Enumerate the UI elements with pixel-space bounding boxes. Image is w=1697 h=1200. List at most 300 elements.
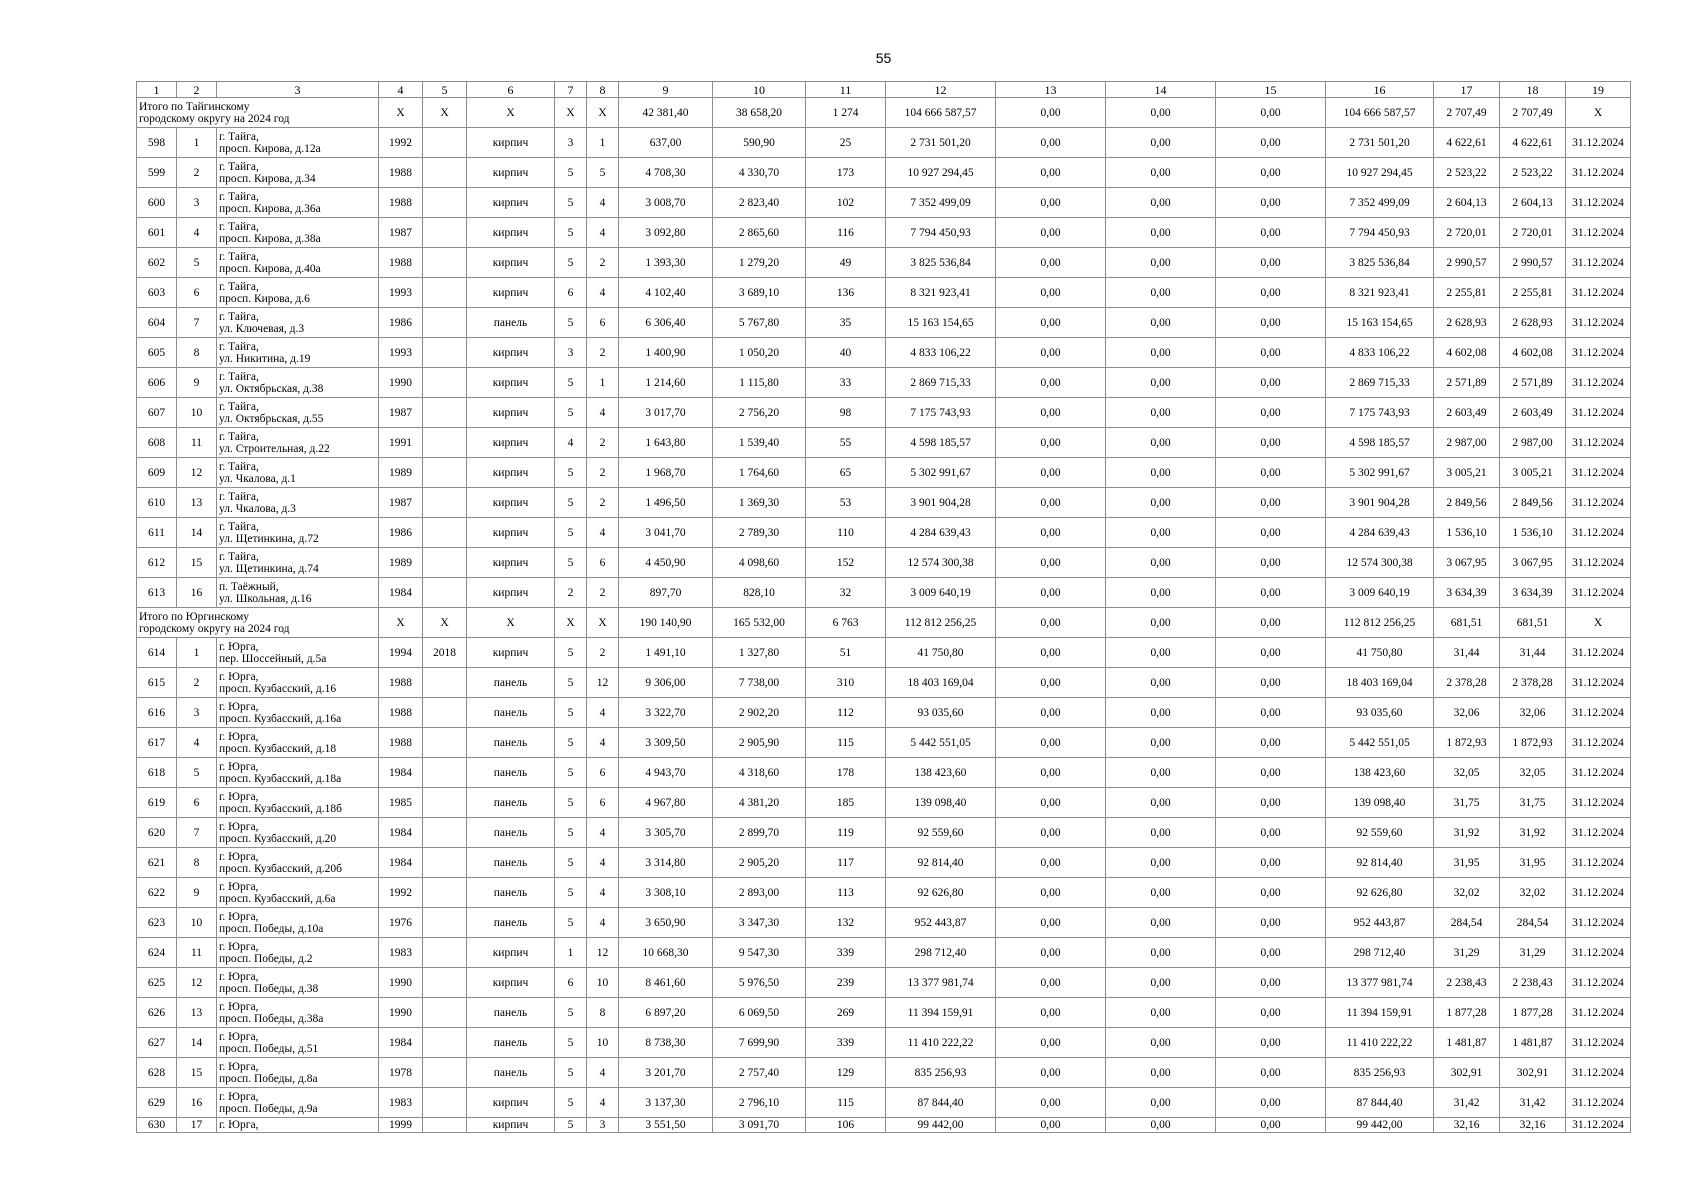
table-cell: 3 634,39 bbox=[1500, 578, 1566, 608]
table-cell: 2 bbox=[587, 428, 619, 458]
table-cell: 5 442 551,05 bbox=[886, 728, 996, 758]
table-cell: кирпич bbox=[467, 578, 555, 608]
table-cell: 5 bbox=[555, 758, 587, 788]
table-cell: 31.12.2024 bbox=[1566, 128, 1631, 158]
table-cell: 0,00 bbox=[1106, 728, 1216, 758]
table-cell: 25 bbox=[806, 128, 886, 158]
table-cell: 4 284 639,43 bbox=[1326, 518, 1434, 548]
table-cell: 31.12.2024 bbox=[1566, 788, 1631, 818]
table-cell: 5 bbox=[587, 158, 619, 188]
table-cell: 0,00 bbox=[996, 368, 1106, 398]
table-cell: 4 943,70 bbox=[619, 758, 713, 788]
table-cell: 10 668,30 bbox=[619, 938, 713, 968]
table-cell: 897,70 bbox=[619, 578, 713, 608]
table-cell: 0,00 bbox=[1106, 188, 1216, 218]
table-cell: 0,00 bbox=[1106, 638, 1216, 668]
address-line: г. Тайга, bbox=[219, 370, 259, 383]
table-cell: 5 bbox=[177, 248, 217, 278]
table-cell bbox=[423, 668, 467, 698]
table-cell: 628 bbox=[137, 1058, 177, 1088]
table-cell: 33 bbox=[806, 368, 886, 398]
table-cell: 5 bbox=[555, 1088, 587, 1118]
table-row bbox=[137, 338, 1631, 368]
table-cell: 952 443,87 bbox=[886, 908, 996, 938]
table-cell: 31.12.2024 bbox=[1566, 698, 1631, 728]
table-cell: 6 bbox=[555, 278, 587, 308]
address-line: г. Юрга, bbox=[219, 1030, 259, 1043]
address-cell bbox=[217, 1058, 379, 1088]
table-cell bbox=[423, 698, 467, 728]
table-cell: кирпич bbox=[467, 188, 555, 218]
address-line: г. Юрга, bbox=[219, 670, 259, 683]
table-cell: 5 442 551,05 bbox=[1326, 728, 1434, 758]
table-cell: 0,00 bbox=[1216, 278, 1326, 308]
page-number: 55 bbox=[875, 50, 892, 66]
table-cell: 7 794 450,93 bbox=[886, 218, 996, 248]
table-cell: 92 626,80 bbox=[886, 878, 996, 908]
table-cell bbox=[423, 218, 467, 248]
table-cell bbox=[423, 998, 467, 1028]
table-cell: 0,00 bbox=[996, 188, 1106, 218]
table-cell: 32 bbox=[806, 578, 886, 608]
table-cell: 0,00 bbox=[996, 1058, 1106, 1088]
table-cell bbox=[423, 368, 467, 398]
table-cell: 7 175 743,93 bbox=[886, 398, 996, 428]
table-cell: 0,00 bbox=[1106, 608, 1216, 638]
table-cell: 0,00 bbox=[1216, 398, 1326, 428]
address-cell bbox=[217, 518, 379, 548]
column-number: 11 bbox=[806, 82, 886, 98]
address-line: ул. Строительная, д.22 bbox=[219, 442, 330, 455]
table-cell: 1 214,60 bbox=[619, 368, 713, 398]
table-cell: 6 bbox=[587, 758, 619, 788]
table-cell: 15 163 154,65 bbox=[1326, 308, 1434, 338]
table-cell: 8 bbox=[177, 338, 217, 368]
address-line: г. Юрга, bbox=[219, 820, 259, 833]
address-cell bbox=[217, 488, 379, 518]
table-cell: 3 314,80 bbox=[619, 848, 713, 878]
address-line: г. Юрга, bbox=[219, 730, 259, 743]
table-cell: 1991 bbox=[379, 428, 423, 458]
table-cell: 92 559,60 bbox=[1326, 818, 1434, 848]
table-cell: 606 bbox=[137, 368, 177, 398]
table-cell: 99 442,00 bbox=[1326, 1118, 1434, 1133]
table-cell: 18 403 169,04 bbox=[886, 668, 996, 698]
table-cell: 13 377 981,74 bbox=[886, 968, 996, 998]
table-cell: 152 bbox=[806, 548, 886, 578]
table-cell bbox=[423, 398, 467, 428]
address-line: просп. Кирова, д.12а bbox=[219, 142, 321, 155]
table-cell: 1984 bbox=[379, 818, 423, 848]
address-cell bbox=[217, 458, 379, 488]
address-cell bbox=[217, 638, 379, 668]
table-cell: 1986 bbox=[379, 518, 423, 548]
table-cell: 31.12.2024 bbox=[1566, 728, 1631, 758]
table-cell: 4 bbox=[555, 428, 587, 458]
table-cell: 4 602,08 bbox=[1500, 338, 1566, 368]
table-cell: 32,05 bbox=[1434, 758, 1500, 788]
table-cell: 0,00 bbox=[1106, 878, 1216, 908]
table-cell: 2 bbox=[177, 668, 217, 698]
address-line: ул. Ключевая, д.3 bbox=[219, 322, 305, 335]
address-line: ул. Никитина, д.19 bbox=[219, 352, 311, 365]
table-cell: 601 bbox=[137, 218, 177, 248]
table-cell bbox=[423, 848, 467, 878]
table-cell: 0,00 bbox=[1216, 1088, 1326, 1118]
table-cell: 8 461,60 bbox=[619, 968, 713, 998]
table-cell: 132 bbox=[806, 908, 886, 938]
table-cell: 0,00 bbox=[1106, 1088, 1216, 1118]
table-cell: X bbox=[379, 98, 423, 128]
table-cell: 1999 bbox=[379, 1118, 423, 1133]
table-cell: 185 bbox=[806, 788, 886, 818]
table-row bbox=[137, 278, 1631, 308]
table-cell: 828,10 bbox=[713, 578, 806, 608]
table-cell: 4 098,60 bbox=[713, 548, 806, 578]
table-cell: 1 872,93 bbox=[1434, 728, 1500, 758]
table-cell: 0,00 bbox=[1216, 308, 1326, 338]
table-cell: 6 bbox=[587, 548, 619, 578]
table-cell: 302,91 bbox=[1500, 1058, 1566, 1088]
table-row bbox=[137, 368, 1631, 398]
table-cell: 12 574 300,38 bbox=[886, 548, 996, 578]
table-cell: 1985 bbox=[379, 788, 423, 818]
table-cell: 7 738,00 bbox=[713, 668, 806, 698]
table-cell: 1984 bbox=[379, 758, 423, 788]
table-cell: 5 bbox=[177, 758, 217, 788]
table-cell: 119 bbox=[806, 818, 886, 848]
address-cell bbox=[217, 1118, 379, 1133]
column-number: 2 bbox=[177, 82, 217, 98]
table-cell: 93 035,60 bbox=[886, 698, 996, 728]
address-line: г. Юрга, bbox=[219, 940, 259, 953]
table-cell: 3 bbox=[177, 698, 217, 728]
table-cell: 6 069,50 bbox=[713, 998, 806, 1028]
table-cell: 31.12.2024 bbox=[1566, 188, 1631, 218]
address-line: г. Тайга, bbox=[219, 160, 259, 173]
table-cell: 1990 bbox=[379, 968, 423, 998]
table-cell bbox=[423, 1058, 467, 1088]
table-cell: 625 bbox=[137, 968, 177, 998]
table-cell: 4 bbox=[587, 878, 619, 908]
table-cell: 608 bbox=[137, 428, 177, 458]
table-cell: 4 bbox=[587, 1058, 619, 1088]
address-line: г. Тайга, bbox=[219, 280, 259, 293]
table-cell: 0,00 bbox=[996, 758, 1106, 788]
table-cell: X bbox=[423, 98, 467, 128]
table-cell bbox=[423, 128, 467, 158]
table-cell: 0,00 bbox=[996, 518, 1106, 548]
table-cell: 3 092,80 bbox=[619, 218, 713, 248]
table-cell: 5 bbox=[555, 218, 587, 248]
address-cell bbox=[217, 338, 379, 368]
table-cell: 3 901 904,28 bbox=[1326, 488, 1434, 518]
table-cell: X bbox=[467, 608, 555, 638]
table-row bbox=[137, 458, 1631, 488]
table-cell: 0,00 bbox=[1216, 158, 1326, 188]
table-cell: 1990 bbox=[379, 368, 423, 398]
table-cell: 2 628,93 bbox=[1434, 308, 1500, 338]
table-cell: 0,00 bbox=[996, 908, 1106, 938]
table-cell: 2 bbox=[555, 578, 587, 608]
table-cell: 952 443,87 bbox=[1326, 908, 1434, 938]
table-cell: 42 381,40 bbox=[619, 98, 713, 128]
table-cell: 93 035,60 bbox=[1326, 698, 1434, 728]
table-cell: X bbox=[379, 608, 423, 638]
table-cell: 0,00 bbox=[996, 218, 1106, 248]
table-cell: 0,00 bbox=[1106, 98, 1216, 128]
address-line: просп. Кузбасский, д.20б bbox=[219, 862, 342, 875]
table-cell: 0,00 bbox=[1106, 218, 1216, 248]
table-cell: 11 bbox=[177, 428, 217, 458]
total-label-line: Итого по Юргинскому bbox=[139, 610, 250, 623]
address-line: г. Юрга, bbox=[219, 880, 259, 893]
table-cell: 31.12.2024 bbox=[1566, 278, 1631, 308]
table-cell: 87 844,40 bbox=[886, 1088, 996, 1118]
address-line: просп. Кузбасский, д.18 bbox=[219, 742, 337, 755]
table-cell: 31,44 bbox=[1500, 638, 1566, 668]
table-cell: 4 602,08 bbox=[1434, 338, 1500, 368]
table-row bbox=[137, 218, 1631, 248]
table-cell bbox=[423, 458, 467, 488]
address-cell bbox=[217, 998, 379, 1028]
table-cell: 31,95 bbox=[1500, 848, 1566, 878]
table-cell: 0,00 bbox=[1216, 1028, 1326, 1058]
address-line: ул. Щетинкина, д.74 bbox=[219, 562, 319, 575]
table-cell: 1 643,80 bbox=[619, 428, 713, 458]
table-cell: 2 238,43 bbox=[1500, 968, 1566, 998]
table-cell: 2 604,13 bbox=[1434, 188, 1500, 218]
table-row bbox=[137, 968, 1631, 998]
table-cell: 13 bbox=[177, 488, 217, 518]
table-cell: 5 bbox=[555, 248, 587, 278]
table-cell: 2 378,28 bbox=[1434, 668, 1500, 698]
address-cell bbox=[217, 878, 379, 908]
table-cell: 4 622,61 bbox=[1500, 128, 1566, 158]
table-cell: 53 bbox=[806, 488, 886, 518]
table-cell: 5 976,50 bbox=[713, 968, 806, 998]
table-cell: 1983 bbox=[379, 938, 423, 968]
table-cell: 5 bbox=[555, 518, 587, 548]
address-cell bbox=[217, 698, 379, 728]
table-cell: 605 bbox=[137, 338, 177, 368]
table-cell: кирпич bbox=[467, 398, 555, 428]
table-cell: 4 102,40 bbox=[619, 278, 713, 308]
table-cell: 5 bbox=[555, 788, 587, 818]
table-cell: 129 bbox=[806, 1058, 886, 1088]
table-cell: 0,00 bbox=[1106, 578, 1216, 608]
table-cell: 5 bbox=[555, 998, 587, 1028]
table-cell: 2 756,20 bbox=[713, 398, 806, 428]
column-number: 9 bbox=[619, 82, 713, 98]
table-cell: 4 bbox=[587, 728, 619, 758]
table-cell: 4 bbox=[587, 1088, 619, 1118]
table-cell: 1983 bbox=[379, 1088, 423, 1118]
table-cell: 835 256,93 bbox=[886, 1058, 996, 1088]
table-cell: 0,00 bbox=[1216, 188, 1326, 218]
address-cell bbox=[217, 728, 379, 758]
address-line: г. Тайга, bbox=[219, 250, 259, 263]
table-cell: 1 491,10 bbox=[619, 638, 713, 668]
table-cell: 5 bbox=[555, 818, 587, 848]
table-cell: 32,02 bbox=[1434, 878, 1500, 908]
table-cell: 4 bbox=[587, 818, 619, 848]
table-cell: 1 481,87 bbox=[1500, 1028, 1566, 1058]
table-cell bbox=[423, 1088, 467, 1118]
table-cell: 16 bbox=[177, 578, 217, 608]
table-cell: 1 274 bbox=[806, 98, 886, 128]
table-cell: 1 050,20 bbox=[713, 338, 806, 368]
table-cell: 4 330,70 bbox=[713, 158, 806, 188]
table-cell: 4 708,30 bbox=[619, 158, 713, 188]
address-cell bbox=[217, 1028, 379, 1058]
address-line: просп. Победы, д.51 bbox=[219, 1042, 319, 1055]
column-number: 5 bbox=[423, 82, 467, 98]
table-cell: 4 318,60 bbox=[713, 758, 806, 788]
address-cell bbox=[217, 248, 379, 278]
table-cell: 339 bbox=[806, 938, 886, 968]
table-row bbox=[137, 998, 1631, 1028]
table-cell: 0,00 bbox=[996, 278, 1106, 308]
table-cell bbox=[423, 968, 467, 998]
address-line: просп. Победы, д.8а bbox=[219, 1072, 318, 1085]
table-cell: панель bbox=[467, 998, 555, 1028]
table-cell: 1 496,50 bbox=[619, 488, 713, 518]
address-cell bbox=[217, 758, 379, 788]
table-row bbox=[137, 818, 1631, 848]
table-cell: 31.12.2024 bbox=[1566, 1028, 1631, 1058]
total-label-line: городскому округу на 2024 год bbox=[139, 622, 290, 635]
table-cell: 302,91 bbox=[1434, 1058, 1500, 1088]
column-number: 14 bbox=[1106, 82, 1216, 98]
table-cell: 3 067,95 bbox=[1434, 548, 1500, 578]
column-number: 12 bbox=[886, 82, 996, 98]
address-cell bbox=[217, 158, 379, 188]
table-cell: 614 bbox=[137, 638, 177, 668]
table-cell: 1990 bbox=[379, 998, 423, 1028]
table-cell: 0,00 bbox=[1106, 848, 1216, 878]
table-row bbox=[137, 548, 1631, 578]
address-cell bbox=[217, 368, 379, 398]
table-cell: 31.12.2024 bbox=[1566, 308, 1631, 338]
table-cell: 87 844,40 bbox=[1326, 1088, 1434, 1118]
address-cell bbox=[217, 308, 379, 338]
table-cell: 92 814,40 bbox=[1326, 848, 1434, 878]
table-cell: кирпич bbox=[467, 638, 555, 668]
table-row bbox=[137, 638, 1631, 668]
table-cell: 2 869 715,33 bbox=[1326, 368, 1434, 398]
address-cell bbox=[217, 818, 379, 848]
table-cell: 7 175 743,93 bbox=[1326, 398, 1434, 428]
table-cell: 38 658,20 bbox=[713, 98, 806, 128]
table-cell: 0,00 bbox=[1216, 668, 1326, 698]
table-cell: 1986 bbox=[379, 308, 423, 338]
table-cell: 104 666 587,57 bbox=[1326, 98, 1434, 128]
table-cell bbox=[423, 338, 467, 368]
address-line: просп. Победы, д.9а bbox=[219, 1102, 318, 1115]
table-cell: 1992 bbox=[379, 128, 423, 158]
table-cell: 31,92 bbox=[1434, 818, 1500, 848]
table-cell: 1 bbox=[177, 128, 217, 158]
table-cell: 1 764,60 bbox=[713, 458, 806, 488]
table-cell: 2 603,49 bbox=[1434, 398, 1500, 428]
table-cell: 0,00 bbox=[1216, 848, 1326, 878]
table-cell: 138 423,60 bbox=[886, 758, 996, 788]
table-cell: 31,95 bbox=[1434, 848, 1500, 878]
table-cell: 31.12.2024 bbox=[1566, 368, 1631, 398]
table-cell: 3 201,70 bbox=[619, 1058, 713, 1088]
table-cell: 1 bbox=[177, 638, 217, 668]
table-cell: 11 410 222,22 bbox=[1326, 1028, 1434, 1058]
table-cell: 1984 bbox=[379, 848, 423, 878]
table-cell: 92 559,60 bbox=[886, 818, 996, 848]
table-cell: 2 731 501,20 bbox=[1326, 128, 1434, 158]
table-cell: 0,00 bbox=[1216, 878, 1326, 908]
table-cell: 41 750,80 bbox=[886, 638, 996, 668]
table-cell: 110 bbox=[806, 518, 886, 548]
table-cell: 31.12.2024 bbox=[1566, 1058, 1631, 1088]
table-cell: 112 bbox=[806, 698, 886, 728]
table-cell: 4 bbox=[587, 908, 619, 938]
table-cell: 2 720,01 bbox=[1434, 218, 1500, 248]
table-cell: 0,00 bbox=[1106, 908, 1216, 938]
table-cell: 269 bbox=[806, 998, 886, 1028]
table-cell: 31.12.2024 bbox=[1566, 1118, 1631, 1133]
table-cell: 1989 bbox=[379, 458, 423, 488]
table-cell: 0,00 bbox=[1106, 818, 1216, 848]
table-cell: 10 927 294,45 bbox=[1326, 158, 1434, 188]
table-cell: 31.12.2024 bbox=[1566, 158, 1631, 188]
table-cell: 1 327,80 bbox=[713, 638, 806, 668]
table-cell: 10 927 294,45 bbox=[886, 158, 996, 188]
table-cell: 31,44 bbox=[1434, 638, 1500, 668]
table-cell: 3 005,21 bbox=[1434, 458, 1500, 488]
table-cell: 12 bbox=[177, 458, 217, 488]
address-line: просп. Кузбасский, д.18а bbox=[219, 772, 342, 785]
table-cell: 612 bbox=[137, 548, 177, 578]
table-cell: 2 bbox=[587, 338, 619, 368]
table-cell: 0,00 bbox=[1216, 338, 1326, 368]
address-cell bbox=[217, 548, 379, 578]
address-cell bbox=[217, 128, 379, 158]
table-cell: 1 968,70 bbox=[619, 458, 713, 488]
table-cell: 5 bbox=[555, 848, 587, 878]
table-cell: 2 255,81 bbox=[1434, 278, 1500, 308]
table-cell: 11 410 222,22 bbox=[886, 1028, 996, 1058]
table-cell: 1987 bbox=[379, 218, 423, 248]
table-cell: 8 321 923,41 bbox=[1326, 278, 1434, 308]
table-cell: 6 897,20 bbox=[619, 998, 713, 1028]
table-cell bbox=[423, 1118, 467, 1133]
table-cell: 2 823,40 bbox=[713, 188, 806, 218]
table-cell: 3 008,70 bbox=[619, 188, 713, 218]
table-cell: 1 539,40 bbox=[713, 428, 806, 458]
table-cell: кирпич bbox=[467, 1118, 555, 1133]
table-cell: 6 bbox=[587, 308, 619, 338]
table-cell: 626 bbox=[137, 998, 177, 1028]
table-cell: 32,02 bbox=[1500, 878, 1566, 908]
table-cell: 31.12.2024 bbox=[1566, 548, 1631, 578]
table-cell: 0,00 bbox=[996, 698, 1106, 728]
table-cell: 2 865,60 bbox=[713, 218, 806, 248]
table-cell: 0,00 bbox=[1216, 698, 1326, 728]
table-cell: 0,00 bbox=[996, 1118, 1106, 1133]
table-cell: 310 bbox=[806, 668, 886, 698]
table-cell: 16 bbox=[177, 1088, 217, 1118]
table-cell: 4 bbox=[587, 698, 619, 728]
address-line: г. Юрга, bbox=[219, 700, 259, 713]
table-cell: 3 634,39 bbox=[1434, 578, 1500, 608]
